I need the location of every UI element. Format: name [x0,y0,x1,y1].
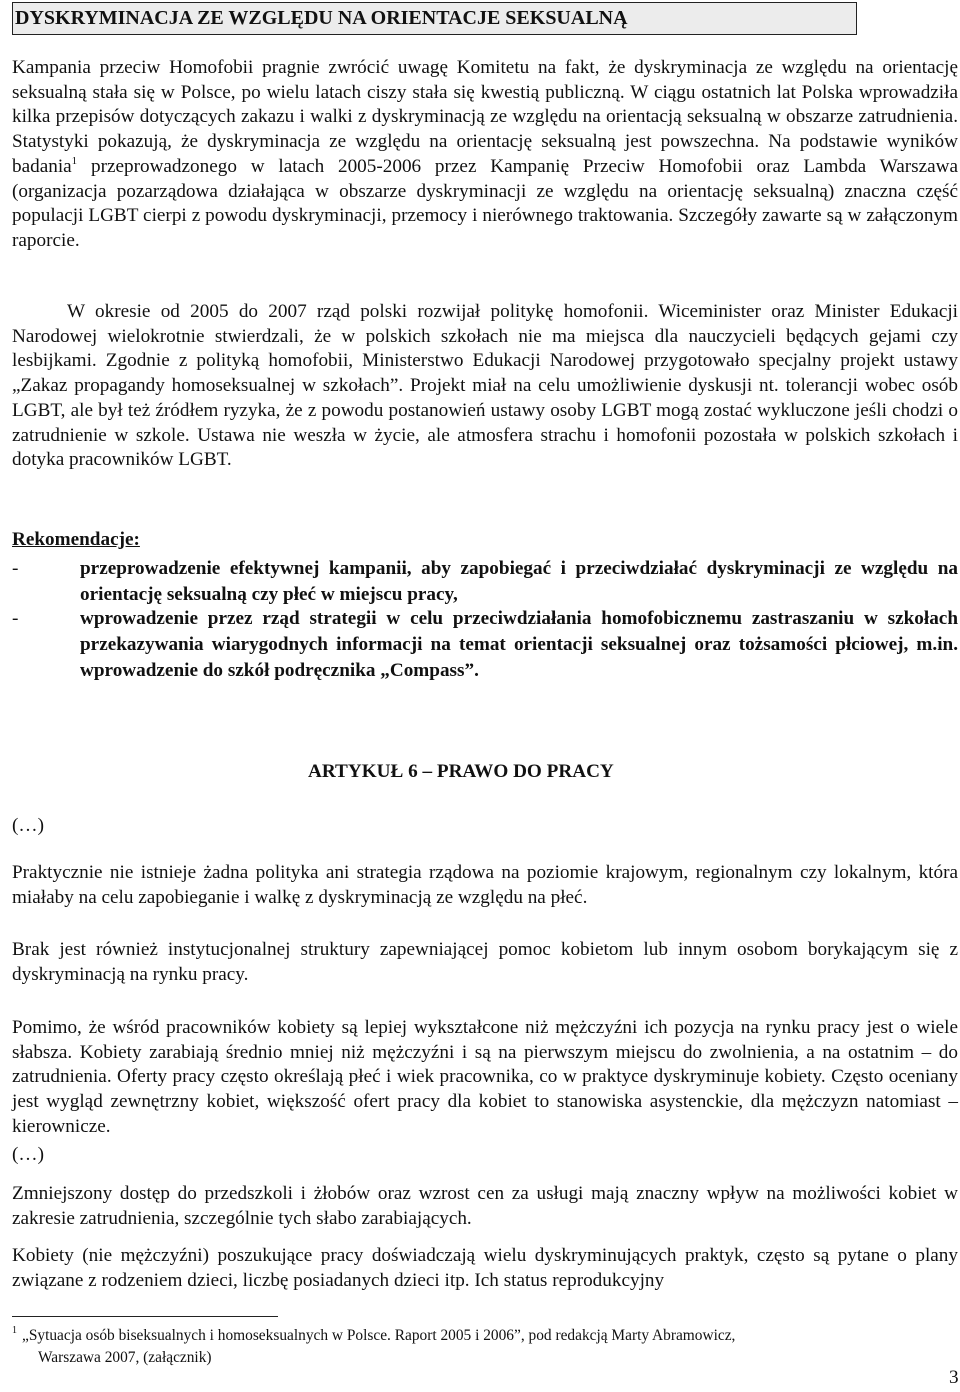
footnote-number: 1 [12,1325,17,1336]
section-title-box [12,2,857,35]
recommendation-item [12,606,958,684]
omission-marker: (…) [12,1144,44,1165]
footnote-divider [12,1316,278,1317]
recommendations-heading: Rekomendacje: [12,529,140,550]
paragraph-campaign-text-b: przeprowadzonego w latach 2005-2006 przez Kampanię Przeciw Homofobii oraz Lambda Warszawa (organizacja pozarządowa działająca w obszarze dyskryminacji ze względu na orientację seksualną) znaczna część populacji LGBT cierpi z powodu dyskryminacji, przemocy i nierównego traktowania. Szczegóły zawarte są w załączonym raporcie. [12,155,958,251]
paragraph-job-seekers: Kobiety (nie mężczyźni) poszukujące pracy doświadczają wielu dyskryminujących praktyk, często są pytane o plany związane z rodzeniem dzieci, liczbę posiadanych dzieci itp. Ich status reprodukcyjny [12,1245,958,1291]
section-title: DYSKRYMINACJA ZE WZGLĘDU NA ORIENTACJE SEKSUALNĄ [15,7,628,29]
omission-marker: (…) [12,815,44,836]
recommendation-text: wprowadzenie przez rząd strategii w celu przeciwdziałania homofobicznemu zastraszaniu w szkołach przekazywania wiarygodnych informacji na temat orientacji seksualnej oraz tożsamości płciowej, m.in. wprowadzenie do szkół podręcznika „Compass”. [80,608,958,681]
recommendation-bullet: - [12,558,19,579]
article-title: ARTYKUŁ 6 – PRAWO DO PRACY [308,761,614,782]
footnote-line: „Sytuacja osób biseksualnych i homoseksualnych w Polsce. Raport 2005 i 2006”, pod redakcją Marty Abramowicz, [22,1327,736,1344]
footnote [12,1325,958,1369]
paragraph-homophobia-policy: W okresie od 2005 do 2007 rząd polski rozwijał politykę homofonii. Wiceminister oraz Minister Edukacji Narodowej wielokrotnie stwierdzali, że w polskich szkołach nie ma miejsca dla nauczycieli będących gejami czy lesbijkami. Zgodnie z polityką homofobii, Ministerstwo Edukacji Narodowej przygotowało specjalny projekt ustawy „Zakaz propagandy homoseksualnej w szkołach”. Projekt miał na celu umożliwienie dyskusji nt. tolerancji wobec osób LGBT, ale był też źródłem ryzyka, że z powodu postanowień ustawy osoby LGBT mogą zostać wykluczone jeśli chodzi o zatrudnienie w szkole. Ustawa nie weszła w życie, ale atmosfera strachu i homofonii pozostała w polskich szkołach i dotyka pracowników LGBT. [12,301,958,471]
document-page [12,0,958,1392]
page-number: 3 [949,1367,959,1388]
footnote-ref[interactable]: 1 [71,154,78,167]
paragraph-no-structure: Brak jest również instytucjonalnej struktury zapewniającej pomoc kobietom lub innym osobom borykającym się z dyskryminacją na rynku pracy. [12,939,958,985]
paragraph-campaign-text-a: Kampania przeciw Homofobii pragnie zwrócić uwagę Komitetu na fakt, że dyskryminacja ze względu na orientację seksualną stała się w Polsce, po wielu latach ciszy stała się kwestią publiczną. W ciągu ostatnich lat Polska wprowadziła kilka przepisów dotyczących zakazu i walki z dyskryminacją ze względu na orientacją seksualną w obszarze zatrudnienia. Statystyki pokazują, że dyskryminacja ze względu na orientację seksualną jest powszechna. Na podstawie wyników badania [12,57,958,177]
paragraph-women-position: Pomimo, że wśród pracowników kobiety są lepiej wykształcone niż mężczyźni ich pozycja na rynku pracy jest o wiele słabsza. Kobiety zarabiają średnio mniej niż mężczyźni i są na pierwszym miejscu do zwolnienia, a na ostatnim – do zatrudnienia. Oferty pracy często określają płeć i wiek pracownika, co w praktyce dyskryminuje kobiety. Często oceniany jest wygląd zewnętrzny kobiet, większość ofert pracy dla kobiet to stanowiska asystenckie, dla mężczyzn natomiast – kierownicze. [12,1017,958,1137]
paragraph-no-policy: Praktycznie nie istnieje żadna polityka ani strategia rządowa na poziomie krajowym, regionalnym czy lokalnym, która miałaby na celu zapobieganie i walkę z dyskryminacją ze względu na płeć. [12,862,958,908]
paragraph-campaign [12,56,958,254]
paragraph-childcare: Zmniejszony dostęp do przedszkoli i żłobów oraz wzrost cen za usługi mają znaczny wpływ na możliwości kobiet w zakresie zatrudnienia, szczególnie tych słabo zarabiających. [12,1183,958,1229]
recommendation-item [12,556,958,608]
recommendation-bullet: - [12,608,19,629]
footnote-line: Warszawa 2007, (załącznik) [38,1349,212,1366]
recommendation-text: przeprowadzenie efektywnej kampanii, aby zapobiegać i przeciwdziałać dyskryminacji ze względu na orientację seksualną czy płeć w miejscu pracy, [80,558,958,605]
